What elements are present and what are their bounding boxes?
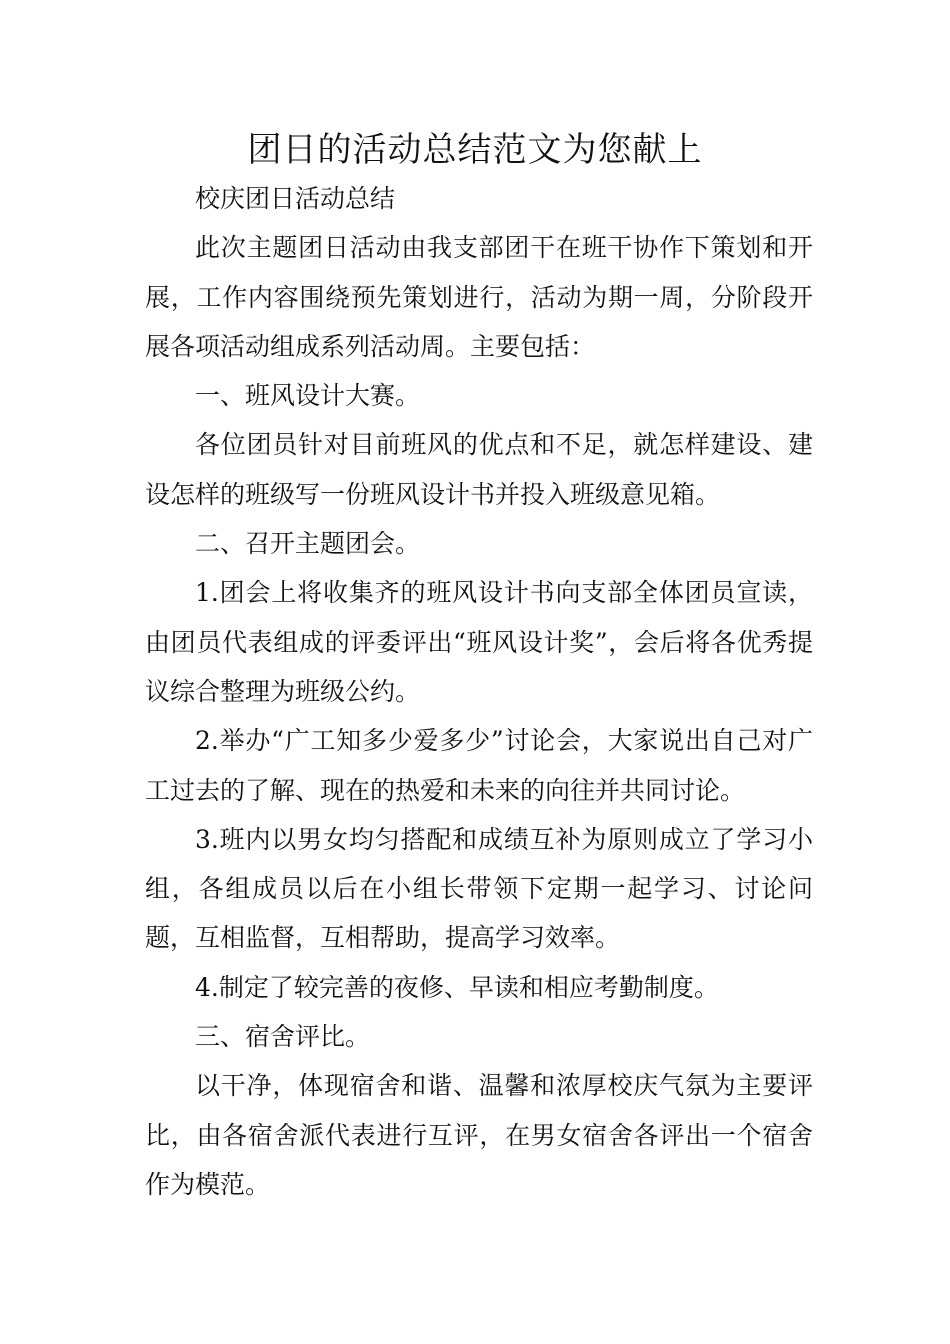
paragraph: 以干净，体现宿舍和谐、温馨和浓厚校庆气氛为主要评比，由各宿舍派代表进行互评，在男女宿舍各评出一个宿舍作为模范。 bbox=[145, 1071, 813, 1199]
paragraph: 3.班内以男女均匀搭配和成绩互补为原则成立了学习小组，各组成员以后在小组长带领下定期一起学习、讨论问题，互相监督，互相帮助，提高学习效率。 bbox=[145, 824, 813, 953]
paragraph: 1.团会上将收集齐的班风设计书向支部全体团员宣读，由团员代表组成的评委评出“班风设计奖”，会后将各优秀提议综合整理为班级公约。 bbox=[145, 578, 813, 706]
section-heading: 二、召开主题团会。 bbox=[195, 529, 421, 559]
paragraph: 2.举办“广工知多少爱多少”讨论会，大家说出自己对广工过去的了解、现在的热爱和未来的向往并共同讨论。 bbox=[145, 726, 813, 805]
paragraph: 此次主题团日活动由我支部团干在班干协作下策划和开展，工作内容围绕预先策划进行，活动为期一周，分阶段开展各项活动组成系列活动周。主要包括： bbox=[145, 233, 813, 361]
paragraph: 4.制定了较完善的夜修、早读和相应考勤制度。 bbox=[195, 972, 719, 1002]
document-title: 团日的活动总结范文为您献上 bbox=[247, 130, 703, 170]
section-heading: 三、宿舍评比。 bbox=[195, 1022, 371, 1052]
section-heading: 校庆团日活动总结 bbox=[195, 184, 396, 213]
paragraph: 各位团员针对目前班风的优点和不足，就怎样建设、建设怎样的班级写一份班风设计书并投入班级意见箱。 bbox=[145, 430, 813, 509]
section-heading: 一、班风设计大赛。 bbox=[195, 381, 421, 411]
document-body bbox=[145, 174, 813, 1209]
